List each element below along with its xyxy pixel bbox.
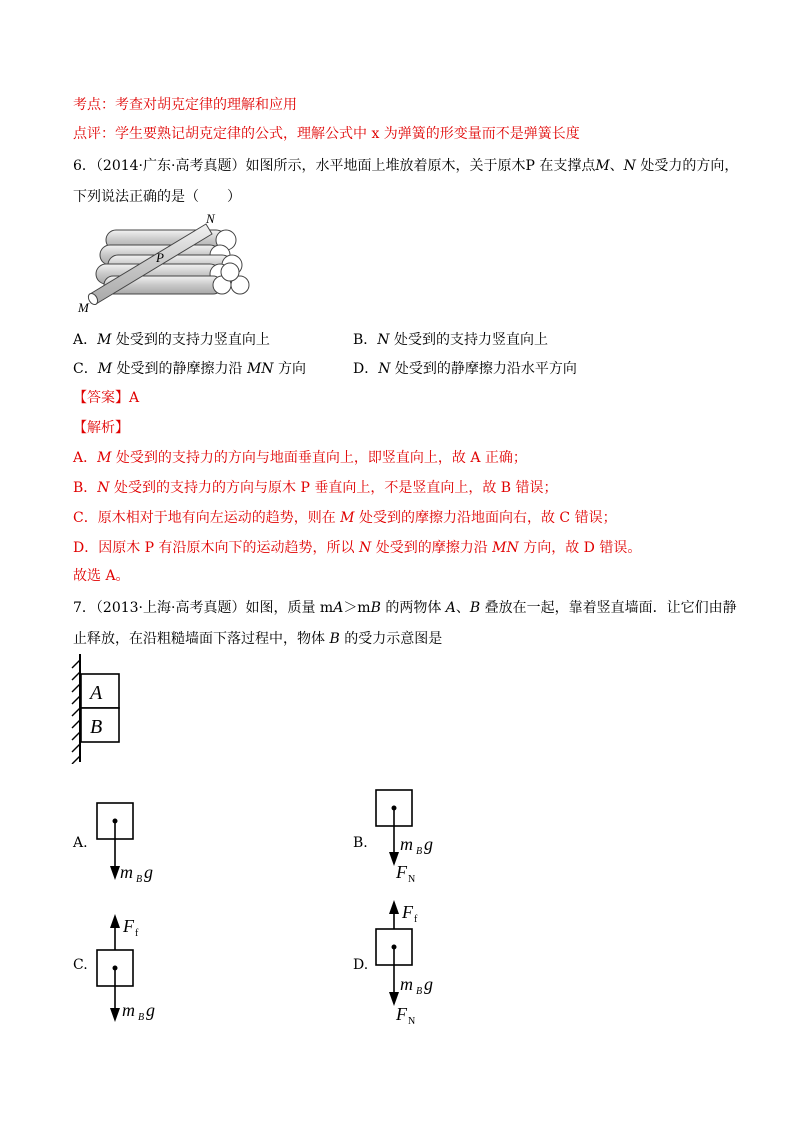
- choice-a-g: g: [144, 862, 153, 882]
- q7-stem-b: 的两物体: [380, 600, 446, 616]
- q6-analysis-c: [73, 508, 617, 528]
- q6-option-d: [353, 359, 577, 379]
- q7-var-d: B: [469, 600, 481, 616]
- q7-choice-d-label: D.: [353, 957, 369, 973]
- q7-line2-var: B: [329, 631, 340, 647]
- analysis-d-var2: MN: [492, 540, 519, 556]
- q7-var-a: A: [333, 600, 344, 616]
- analysis-c-text: 处受到的摩擦力沿地面向右，故 C 错误；: [354, 510, 617, 526]
- dianping-note: 点评：学生要熟记胡克定律的公式，理解公式中 x 为弹簧的形变量而不是弹簧长度: [73, 126, 580, 142]
- q6-option-c-var: M: [97, 361, 113, 377]
- q7-choice-a-diagram: [94, 800, 174, 885]
- analysis-c-pre: C．原木相对于地有向左运动的趋势，则在: [73, 510, 341, 526]
- kaodian-note: 考点：考查对胡克定律的理解和应用: [73, 97, 297, 113]
- q6-analysis-d: [73, 538, 641, 558]
- analysis-d-text2: 方向，故 D 错误。: [518, 540, 642, 556]
- q7-stem-d: 叠放在一起，靠着竖直墙面．让它们由静: [480, 600, 737, 616]
- q7-var-b: B: [370, 600, 381, 616]
- analysis-d-text: 处受到的摩擦力沿: [371, 540, 493, 556]
- analysis-a-text: 处受到的支持力的方向与地面垂直向上，即竖直向上，故 A 正确；: [111, 450, 527, 466]
- choice-d-sub-n: N: [408, 1016, 416, 1027]
- q7-var-c: A: [445, 600, 456, 616]
- q6-var-n: N: [623, 158, 636, 174]
- q6-analysis-label: 【解析】: [73, 420, 129, 436]
- analysis-c-var: M: [340, 510, 355, 526]
- answer-value: A: [129, 390, 140, 406]
- q6-logs-figure: [70, 212, 270, 317]
- label-p: P: [156, 250, 164, 265]
- choice-d-fn: F: [396, 1004, 407, 1024]
- choice-b-g: g: [424, 834, 433, 854]
- analysis-b-var: N: [97, 480, 110, 496]
- q6-option-c-var2: MN: [246, 361, 274, 377]
- q7-line2-a: 止释放，在沿粗糙墙面下落过程中，物体: [73, 631, 330, 647]
- q6-option-a-var: M: [97, 332, 112, 348]
- q7-stem-line1: [73, 598, 737, 618]
- analysis-d-pre: D．因原木 P 有沿原木向下的运动趋势，所以: [73, 540, 359, 556]
- q7-choice-c-diagram: [94, 908, 174, 1028]
- choice-d-m: m: [400, 974, 413, 994]
- q6-option-c-text: 处受到的静摩擦力沿: [112, 361, 247, 377]
- q6-stem-text-end: 处受力的方向，: [635, 158, 739, 174]
- choice-c-g: g: [146, 1000, 155, 1020]
- q6-option-c-text2: 方向: [273, 361, 307, 377]
- q7-choice-c-label: C.: [73, 957, 88, 973]
- q7-source: （2013·上海·高考真题）: [95, 600, 246, 616]
- block-a-label: A: [90, 682, 103, 704]
- q7-line2-b: 的受力示意图是: [339, 631, 443, 647]
- q7-choice-b-diagram: [372, 786, 452, 886]
- block-b-label: B: [90, 716, 103, 738]
- choice-c-sub: B: [138, 1012, 145, 1023]
- choice-d-sub-f: f: [414, 914, 418, 925]
- choice-a-m: m: [120, 862, 133, 882]
- q7-choice-d-diagram: [372, 896, 452, 1028]
- q7-stem-c: 、: [455, 600, 470, 616]
- q6-option-c: [73, 359, 306, 379]
- q6-analysis-b: [73, 478, 558, 498]
- wall-hatch: [72, 660, 80, 764]
- q6-option-b-var: N: [377, 332, 390, 348]
- choice-b-sub: B: [416, 846, 423, 857]
- choice-c-f: F: [123, 916, 134, 936]
- q6-number: 6．: [73, 158, 96, 174]
- choice-b-sub-n: N: [408, 874, 416, 885]
- q6-source: （2014·广东·高考真题）: [95, 158, 246, 174]
- choice-b-f: F: [396, 862, 407, 882]
- q6-option-b-text: 处受到的支持力竖直向上: [389, 332, 548, 348]
- q6-option-b: [353, 330, 548, 350]
- q6-option-a-letter: A．: [73, 332, 98, 348]
- analysis-b-text: 处受到的支持力的方向与原木 P 垂直向上，不是竖直向上，故 B 错误；: [109, 480, 558, 496]
- analysis-b-pre: B．: [73, 480, 98, 496]
- label-m: M: [78, 300, 89, 315]
- q6-option-a-text: 处受到的支持力竖直向上: [111, 332, 270, 348]
- q7-stem-a: 如图，质量 m: [245, 600, 334, 616]
- q7-wall-figure: [68, 654, 128, 764]
- q6-option-d-var: N: [378, 361, 391, 377]
- q6-stem-line2: 下列说法正确的是（ ）: [73, 189, 241, 205]
- choice-b-m: m: [400, 834, 413, 854]
- q6-analysis-a: [73, 448, 527, 468]
- analysis-a-pre: A．: [73, 450, 98, 466]
- q7-stem-line2: [73, 629, 442, 649]
- choice-c-sub-f: f: [135, 928, 139, 939]
- q6-sep: 、: [609, 158, 624, 174]
- q6-stem-text: 如图所示，水平地面上堆放着原木，关于原木P 在支撑点: [245, 158, 596, 174]
- q6-option-d-letter: D．: [353, 361, 379, 377]
- answer-label: 【答案】: [73, 390, 129, 406]
- q7-choice-a-label: A.: [73, 835, 88, 851]
- q6-var-m: M: [595, 158, 610, 174]
- q7-gt: ＞m: [343, 600, 371, 616]
- analysis-d-var: N: [359, 540, 372, 556]
- q7-number: 7．: [73, 600, 96, 616]
- q6-conclusion: 故选 A。: [73, 568, 130, 584]
- q6-option-a: [73, 330, 270, 350]
- q6-answer: [73, 388, 139, 408]
- q6-option-b-letter: B．: [353, 332, 378, 348]
- label-n: N: [206, 212, 215, 226]
- choice-c-m: m: [122, 1000, 135, 1020]
- choice-d-ff: F: [402, 902, 413, 922]
- choice-d-g: g: [424, 974, 433, 994]
- analysis-a-var: M: [97, 450, 112, 466]
- q6-stem-line1: [73, 156, 738, 176]
- choice-a-sub: B: [136, 874, 143, 885]
- q6-option-c-letter: C．: [73, 361, 98, 377]
- q7-choice-b-label: B.: [353, 835, 368, 851]
- choice-d-sub: B: [416, 986, 423, 997]
- q6-option-d-text: 处受到的静摩擦力沿水平方向: [390, 361, 577, 377]
